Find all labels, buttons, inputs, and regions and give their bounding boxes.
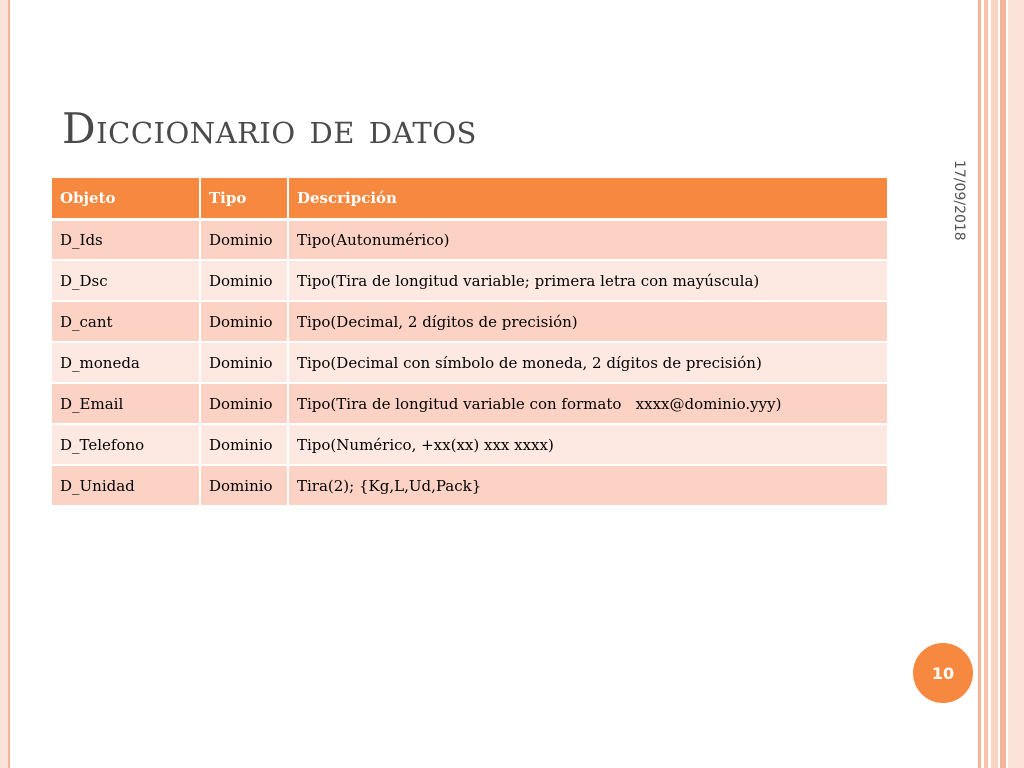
cell-objeto: D_cant bbox=[52, 301, 200, 342]
cell-tipo: Dominio bbox=[200, 424, 288, 465]
table-row bbox=[52, 260, 887, 301]
cell-tipo: Dominio bbox=[200, 342, 288, 383]
cell-tipo: Dominio bbox=[200, 383, 288, 424]
cell-objeto: D_Unidad bbox=[52, 465, 200, 506]
cell-descripcion: Tipo(Numérico, +xx(xx) xxx xxxx) bbox=[288, 424, 887, 465]
cell-tipo: Dominio bbox=[200, 260, 288, 301]
cell-descripcion: Tipo(Tira de longitud variable; primera letra con mayúscula) bbox=[288, 260, 887, 301]
cell-tipo: Dominio bbox=[200, 301, 288, 342]
right-stripe-4 bbox=[1000, 0, 1006, 768]
right-stripe-1 bbox=[978, 0, 981, 768]
table-row bbox=[52, 342, 887, 383]
cell-descripcion: Tipo(Autonumérico) bbox=[288, 219, 887, 260]
cell-objeto: D_Email bbox=[52, 383, 200, 424]
left-decorative-border bbox=[0, 0, 10, 768]
right-stripe-2 bbox=[984, 0, 988, 768]
header-tipo: Tipo bbox=[200, 178, 288, 219]
cell-objeto: D_Telefono bbox=[52, 424, 200, 465]
page-number: 10 bbox=[931, 663, 955, 683]
table-header-row bbox=[52, 178, 887, 219]
cell-descripcion: Tira(2); {Kg,L,Ud,Pack} bbox=[288, 465, 887, 506]
slide-date: 17/09/2018 bbox=[951, 160, 967, 241]
table-row bbox=[52, 383, 887, 424]
right-stripe-3 bbox=[991, 0, 998, 768]
cell-descripcion: Tipo(Decimal, 2 dígitos de precisión) bbox=[288, 301, 887, 342]
cell-tipo: Dominio bbox=[200, 465, 288, 506]
cell-objeto: D_moneda bbox=[52, 342, 200, 383]
cell-tipo: Dominio bbox=[200, 219, 288, 260]
cell-descripcion: Tipo(Decimal con símbolo de moneda, 2 dígitos de precisión) bbox=[288, 342, 887, 383]
slide-title: Diccionario de datos bbox=[62, 104, 477, 153]
cell-descripcion: Tipo(Tira de longitud variable con formato xxxx@dominio.yyy) bbox=[288, 383, 887, 424]
right-stripe-5 bbox=[1008, 0, 1024, 768]
header-objeto: Objeto bbox=[52, 178, 200, 219]
data-dictionary-table bbox=[52, 178, 887, 507]
page-number-badge bbox=[913, 643, 973, 703]
table-row bbox=[52, 424, 887, 465]
table-row bbox=[52, 219, 887, 260]
cell-objeto: D_Ids bbox=[52, 219, 200, 260]
header-descripcion: Descripción bbox=[288, 178, 887, 219]
table-row bbox=[52, 301, 887, 342]
table-row bbox=[52, 465, 887, 506]
cell-objeto: D_Dsc bbox=[52, 260, 200, 301]
